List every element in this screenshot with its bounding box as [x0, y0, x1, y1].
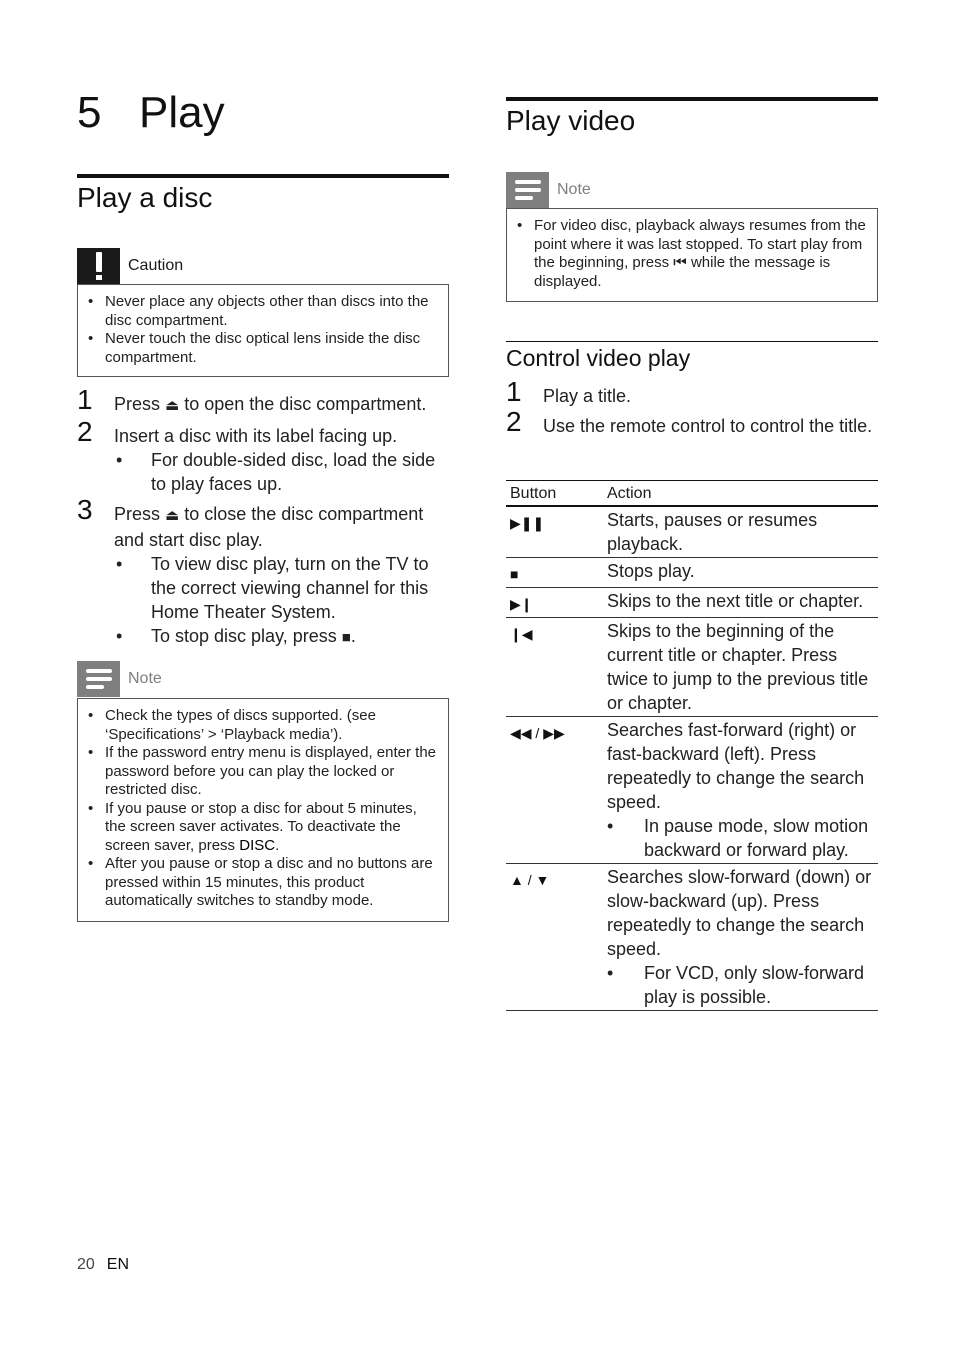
rewind-forward-icon: ◀◀ / ▶▶	[506, 717, 603, 864]
control-steps	[506, 376, 878, 444]
table-row	[506, 558, 878, 588]
page-number: 20	[77, 1256, 95, 1273]
note-text: while the message is displayed.	[534, 254, 831, 290]
column-header: Action	[603, 481, 878, 507]
step-2	[77, 416, 449, 496]
note-text: For video disc, playback always resumes from the point where it was last stopped. To start play from the beginning, press	[534, 217, 866, 271]
step-number: 1	[77, 384, 93, 415]
action-cell: Skips to the beginning of the current title or chapter. Press twice to jump to the previous title or chapter.	[603, 618, 878, 717]
table-row	[506, 864, 878, 1011]
step-2	[506, 406, 878, 438]
caution-item: • Never touch the disc optical lens inside the disc compartment.	[78, 330, 440, 367]
step-text: Press	[114, 504, 166, 524]
step-number: 2	[77, 416, 93, 447]
play-pause-icon: ▶❚❚	[506, 506, 603, 558]
exclamation-icon	[77, 248, 120, 284]
caution-box	[77, 284, 449, 377]
step-subitem-text: To stop disc play, press	[151, 626, 342, 646]
caution-label: Caution	[128, 257, 184, 274]
step-subitem-text: .	[350, 626, 356, 646]
section-title-play-disc: Play a disc	[77, 182, 213, 213]
table-row	[506, 717, 878, 864]
action-cell	[603, 864, 878, 1011]
action-cell: Stops play.	[603, 558, 878, 588]
note-header	[77, 661, 449, 697]
step-number: 1	[506, 376, 522, 407]
previous-icon: ⏮	[673, 254, 687, 271]
section-title-play-video: Play video	[506, 105, 636, 136]
note-box	[506, 208, 878, 302]
subsection-title: Control video play	[506, 345, 691, 371]
note-label: Note	[128, 670, 162, 687]
step-subitem: • To view disc play, turn on the TV to the correct viewing channel for this Home Theater System.	[114, 552, 449, 624]
note-item	[507, 217, 869, 291]
step-number: 2	[506, 406, 522, 437]
action-subitem: • For VCD, only slow-forward play is possible.	[607, 961, 874, 1009]
table-row	[506, 618, 878, 717]
chapter-number: 5	[77, 88, 102, 137]
step-text: Use the remote control to control the title.	[543, 416, 873, 436]
note-box	[77, 698, 449, 922]
eject-icon: ⏏	[165, 397, 180, 414]
up-down-icon: ▲ / ▼	[506, 864, 603, 1011]
table-row	[506, 506, 878, 558]
action-cell: Starts, pauses or resumes playback.	[603, 506, 878, 558]
control-table	[506, 480, 878, 1011]
next-icon: ▶❙	[506, 588, 603, 618]
note-text: .	[275, 836, 280, 854]
step-text: to close the disc compartment and start disc play.	[114, 504, 424, 550]
disc-key-label: DISC	[239, 836, 276, 854]
page-footer	[77, 1256, 129, 1274]
step-text: Insert a disc with its label facing up.	[114, 426, 398, 446]
action-subitem: • In pause mode, slow motion backward or forward play.	[607, 814, 874, 862]
step-number: 3	[77, 494, 93, 525]
chapter-title	[77, 88, 225, 138]
table-header-row	[506, 481, 878, 507]
action-text: Searches fast-forward (right) or fast-backward (left). Press repeatedly to change the search speed.	[607, 720, 865, 812]
previous-icon: ❙◀	[506, 618, 603, 717]
action-text: Searches slow-forward (down) or slow-backward (up). Press repeatedly to change the search speed.	[607, 867, 872, 959]
stop-icon: ■	[341, 629, 351, 646]
note-header	[506, 172, 878, 208]
action-cell: Skips to the next title or chapter.	[603, 588, 878, 618]
note-item: • If the password entry menu is displayed, enter the password before you can play the locked or restricted disc.	[78, 744, 440, 800]
note-icon	[77, 661, 120, 697]
stop-icon: ■	[506, 558, 603, 588]
step-text: to open the disc compartment.	[179, 394, 427, 414]
caution-header	[77, 248, 449, 284]
column-header: Button	[506, 481, 603, 507]
language-code: EN	[106, 1256, 130, 1273]
step-text: Press	[114, 394, 166, 414]
step-subitem: • For double-sided disc, load the side to play faces up.	[114, 448, 449, 496]
step-subitem	[114, 624, 449, 650]
note-item: • After you pause or stop a disc and no buttons are pressed within 15 minutes, this product automatically switches to standby mode.	[78, 855, 440, 911]
step-1	[77, 384, 449, 418]
play-disc-steps	[77, 384, 449, 656]
section-rule	[506, 97, 878, 101]
caution-item: • Never place any objects other than discs into the disc compartment.	[78, 293, 440, 330]
eject-icon: ⏏	[165, 507, 180, 524]
note-item	[78, 800, 440, 856]
action-cell	[603, 717, 878, 864]
note-text: If you pause or stop a disc for about 5 minutes, the screen saver activates. To deactivate the screen saver, press	[105, 799, 417, 854]
note-item: • Check the types of discs supported. (see ‘Specifications’ > ‘Playback media’).	[78, 707, 440, 744]
step-1	[506, 376, 878, 408]
section-rule	[77, 174, 449, 178]
step-text: Play a title.	[543, 386, 632, 406]
note-icon	[506, 172, 549, 208]
chapter-name: Play	[139, 88, 225, 137]
table-row	[506, 588, 878, 618]
step-3	[77, 494, 449, 650]
subsection-rule	[506, 341, 878, 342]
note-label: Note	[557, 181, 591, 198]
